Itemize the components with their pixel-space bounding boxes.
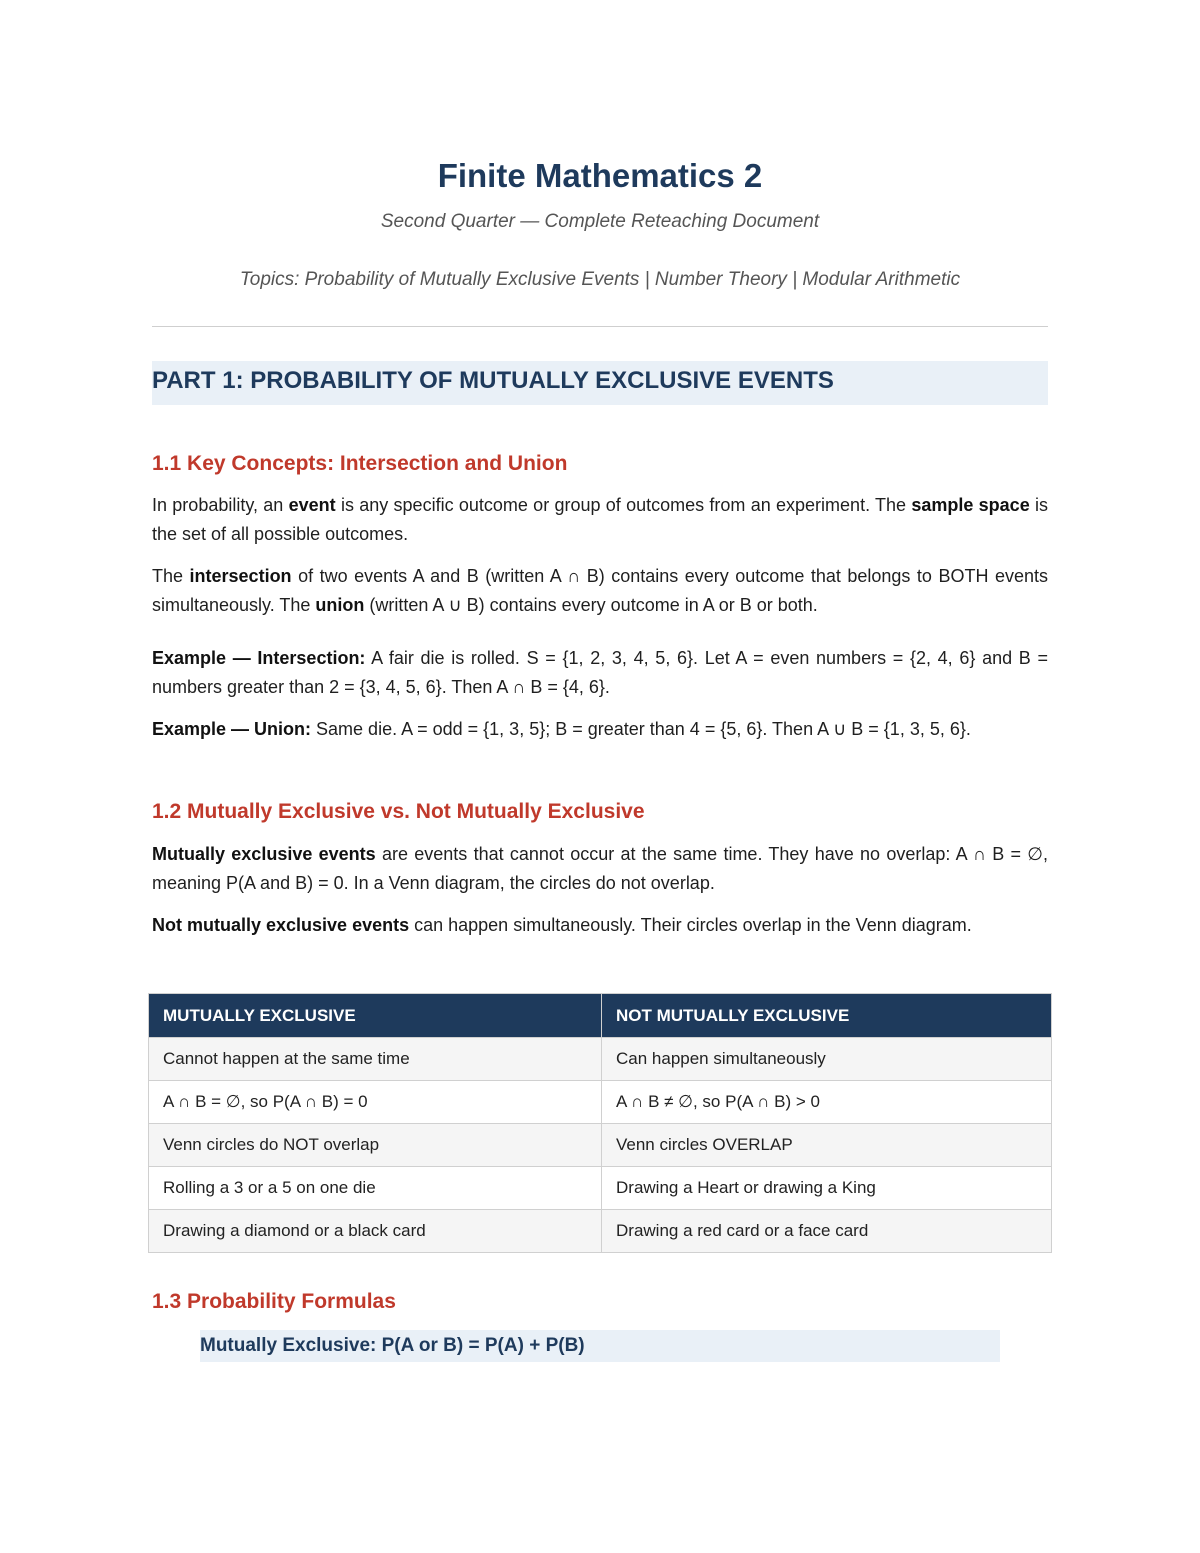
- table-header-cell: MUTUALLY EXCLUSIVE: [149, 994, 602, 1038]
- table-row: [149, 1124, 1052, 1167]
- table-cell: A ∩ B = ∅, so P(A ∩ B) = 0: [149, 1081, 602, 1124]
- table-row: [149, 1210, 1052, 1253]
- text-run: (written A ∪ B) contains every outcome in A or B or both.: [364, 595, 818, 615]
- table-cell: Venn circles OVERLAP: [602, 1124, 1052, 1167]
- table-cell: Can happen simultaneously: [602, 1038, 1052, 1081]
- example-union: [152, 715, 1048, 744]
- document-subtitle: Second Quarter — Complete Reteaching Document: [380, 211, 820, 232]
- part-1-banner: [152, 361, 1048, 405]
- section-1-2-heading: 1.2 Mutually Exclusive vs. Not Mutually Exclusive: [152, 800, 645, 823]
- term-union: union: [315, 595, 365, 615]
- comparison-table: [148, 993, 1052, 1253]
- text-run: are events that cannot occur at the same time. They have no overlap: A ∩ B = ∅, meaning P(A and B) = 0. In a Venn diagram, the circles do not overlap.: [152, 844, 1048, 893]
- term-mutually-exclusive-events: Mutually exclusive events: [152, 844, 376, 864]
- section-1-2-paragraph-mutually-exclusive: [152, 840, 1048, 898]
- table-header-row: [149, 994, 1052, 1038]
- table-cell: Venn circles do NOT overlap: [149, 1124, 602, 1167]
- example-intersection: [152, 644, 1048, 702]
- table-cell: Drawing a Heart or drawing a King: [602, 1167, 1052, 1210]
- table-row: [149, 1038, 1052, 1081]
- section-1-1-paragraph-intersection-union: [152, 562, 1048, 620]
- text-run: is any specific outcome or group of outcomes from an experiment. The: [335, 495, 912, 515]
- text-run: of two events A and B (written A ∩ B) contains every outcome that belongs to BOTH events simultaneously. The: [152, 566, 1048, 615]
- table-row: [149, 1081, 1052, 1124]
- part-1-title: PART 1: PROBABILITY OF MUTUALLY EXCLUSIVE EVENTS: [152, 367, 834, 394]
- document-topics: Topics: Probability of Mutually Exclusive Events | Number Theory | Modular Arithmetic: [239, 269, 961, 290]
- formula-box: [200, 1330, 1000, 1362]
- text-run: The: [152, 566, 190, 586]
- term-intersection: intersection: [189, 566, 292, 586]
- section-1-2-paragraph-not-mutually-exclusive: [152, 911, 1048, 940]
- table-row: [149, 1167, 1052, 1210]
- example-intersection-label: Example — Intersection:: [152, 648, 366, 668]
- section-1-3-heading: 1.3 Probability Formulas: [152, 1290, 396, 1313]
- table-cell: Cannot happen at the same time: [149, 1038, 602, 1081]
- table-cell: Drawing a diamond or a black card: [149, 1210, 602, 1253]
- formula-mutually-exclusive: Mutually Exclusive: P(A or B) = P(A) + P(B): [200, 1335, 585, 1356]
- term-event: event: [288, 495, 336, 515]
- text-run: is the set of all possible outcomes.: [152, 495, 1049, 544]
- table-header-cell: NOT MUTUALLY EXCLUSIVE: [602, 994, 1052, 1038]
- table-cell: Drawing a red card or a face card: [602, 1210, 1052, 1253]
- document-title: Finite Mathematics 2: [437, 157, 763, 194]
- text-run: can happen simultaneously. Their circles overlap in the Venn diagram.: [409, 915, 972, 935]
- header-divider: [152, 326, 1048, 327]
- term-not-mutually-exclusive-events: Not mutually exclusive events: [152, 915, 410, 935]
- section-1-1-heading: 1.1 Key Concepts: Intersection and Union: [152, 452, 568, 475]
- example-intersection-text: A fair die is rolled. S = {1, 2, 3, 4, 5, 6}. Let A = even numbers = {2, 4, 6} and B = numbers greater than 2 = {3, 4, 5, 6}. Then A ∩ B = {4, 6}.: [152, 648, 1048, 697]
- example-union-label: Example — Union:: [152, 719, 312, 739]
- example-union-text: Same die. A = odd = {1, 3, 5}; B = greater than 4 = {5, 6}. Then A ∪ B = {1, 3, 5, 6}.: [311, 719, 971, 739]
- table-cell: A ∩ B ≠ ∅, so P(A ∩ B) > 0: [602, 1081, 1052, 1124]
- term-sample-space: sample space: [911, 495, 1030, 515]
- text-run: In probability, an: [152, 495, 289, 515]
- table-cell: Rolling a 3 or a 5 on one die: [149, 1167, 602, 1210]
- section-1-1-paragraph-event: [152, 491, 1048, 549]
